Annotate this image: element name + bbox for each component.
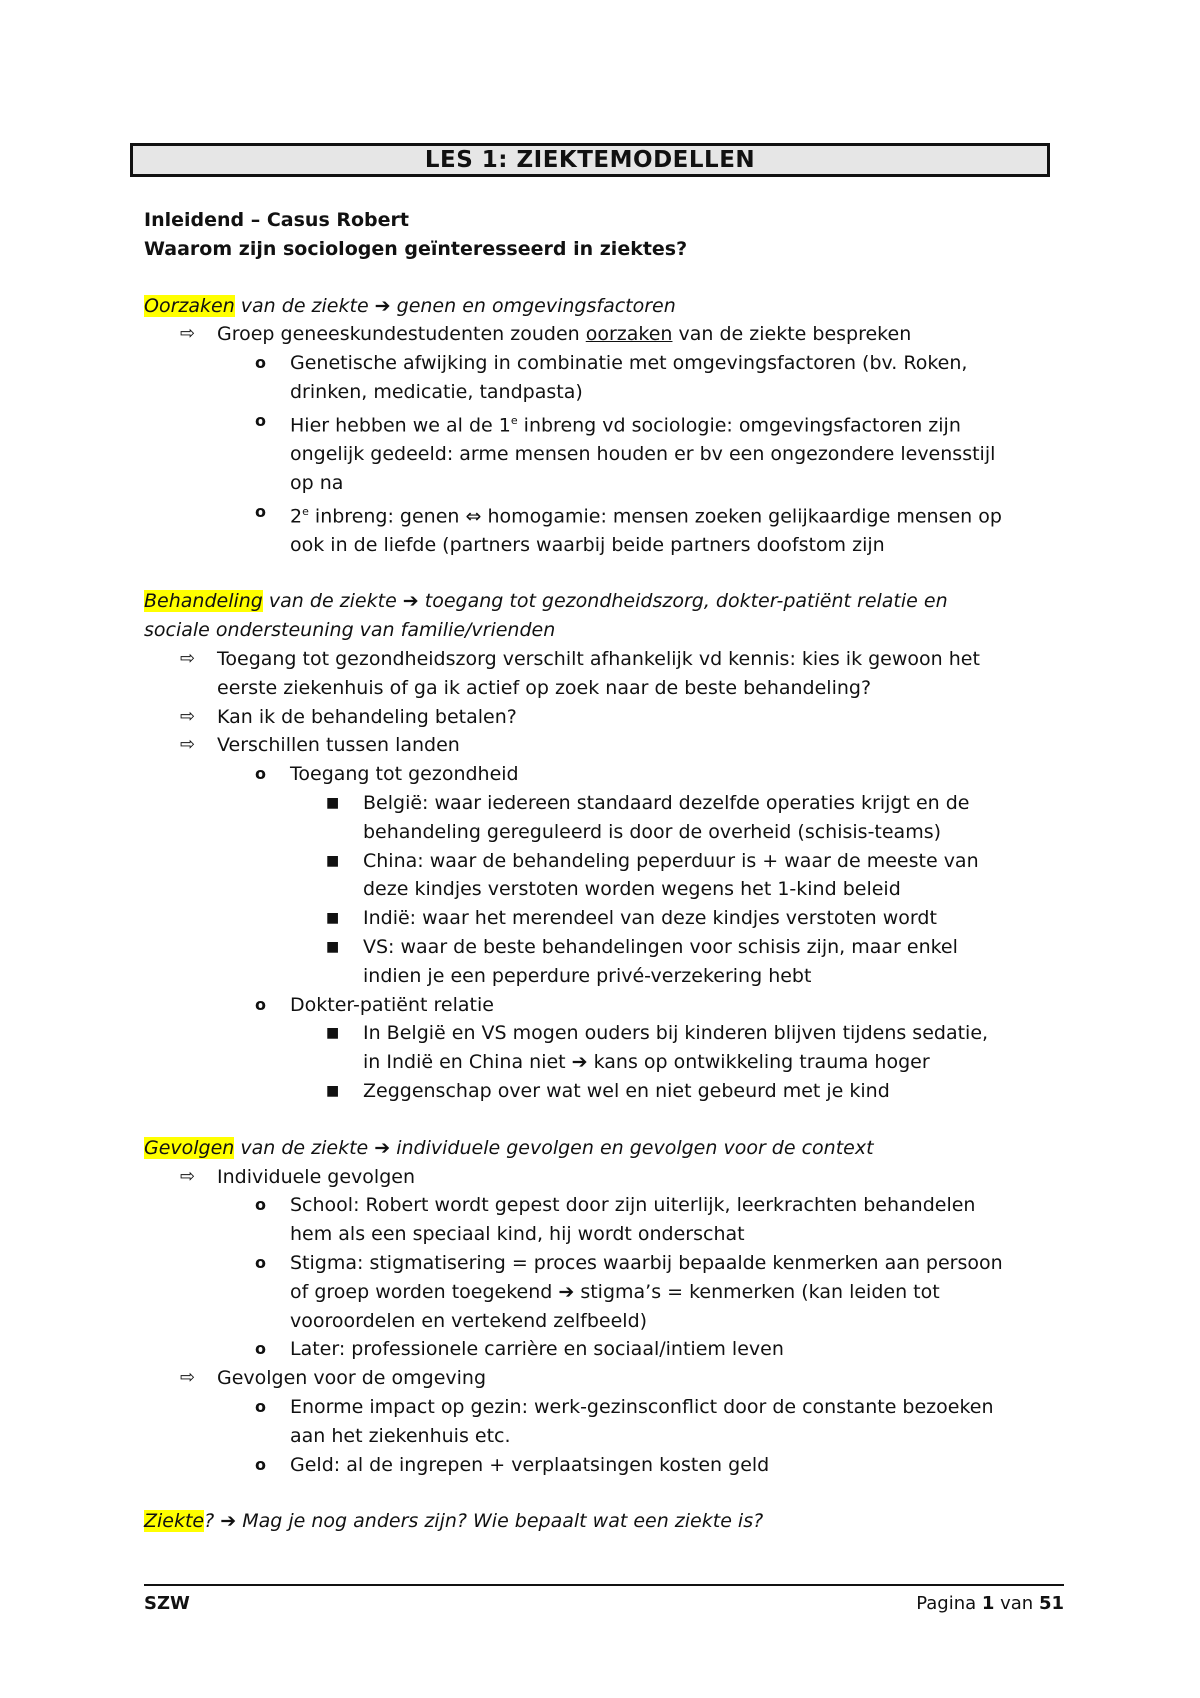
arrow-bullet-icon: ⇨ [180,1367,196,1389]
bullet-item-cont: eerste ziekenhuis of ga ik actief op zoek naar de beste behandeling? [217,676,872,699]
arrow-bullet-icon: ⇨ [180,648,196,670]
sub-item: o Dokter-patiënt relatie [144,991,1074,1020]
arrow-bullet-icon: ⇨ [180,323,196,345]
circle-bullet-icon: o [255,353,266,373]
title-box [130,143,1050,177]
square-bullet-icon: ■ [326,1082,340,1099]
square-bullet-icon: ■ [326,938,340,955]
subsub-item: ■ Zeggenschap over wat wel en niet gebeurd met je kind [144,1077,1074,1106]
sub-item-cont: hem als een speciaal kind, hij wordt onderschat [290,1223,745,1246]
section-heading-oorzaken: Oorzaken van de ziekte ➔ genen en omgevingsfactoren [144,294,676,317]
sub-item: o Later: professionele carrière en sociaal/intiem leven [144,1335,1074,1364]
subsub-item-cont: behandeling gereguleerd is door de overheid (schisis-teams) [363,820,942,843]
document-body [144,206,1074,1536]
arrow-bullet-icon: ⇨ [180,1165,196,1187]
highlight-keyword: Oorzaken [144,294,235,317]
section-heading-ziekte: Ziekte? ➔ Mag je nog anders zijn? Wie bepaalt wat een ziekte is? [144,1510,764,1533]
sub-item-cont: aan het ziekenhuis etc. [290,1424,511,1447]
subsub-item: ■ België: waar iedereen standaard dezelfde operaties krijgt en de [144,789,1074,818]
sub-item-cont: ongelijk gedeeld: arme mensen houden er bv een ongezondere levensstijl [290,442,996,465]
highlight-keyword: Gevolgen [144,1136,235,1159]
circle-bullet-icon: o [255,1339,266,1359]
square-bullet-icon: ■ [326,852,340,869]
sub-item-cont: ook in de liefde (partners waarbij beide partners doofstom zijn [290,533,885,556]
circle-bullet-icon: o [255,501,266,521]
section-heading-cont: sociale ondersteuning van familie/vrienden [144,619,556,642]
bullet-item: ⇨ Gevolgen voor de omgeving [144,1364,1074,1393]
sub-item-cont: vooroordelen en vertekend zelfbeeld) [290,1309,648,1332]
circle-bullet-icon: o [255,1454,266,1474]
bullet-item: ⇨ Groep geneeskundestudenten zouden oorzaken van de ziekte bespreken [144,320,1074,349]
subsub-item: ■ In België en VS mogen ouders bij kinderen blijven tijdens sedatie, [144,1019,1074,1048]
arrow-bullet-icon: ⇨ [180,734,196,756]
square-bullet-icon: ■ [326,795,340,811]
highlight-keyword: Behandeling [144,590,263,613]
double-arrow-icon: ⇔ [465,504,482,527]
circle-bullet-icon: o [255,1195,266,1215]
sub-item: o Genetische afwijking in combinatie met omgevingsfactoren (bv. Roken, [144,349,1074,378]
subsub-item: ■ Indië: waar het merendeel van deze kindjes verstoten wordt [144,904,1074,933]
sub-item: o Hier hebben we al de 1e inbreng vd sociologie: omgevingsfactoren zijn [144,407,1074,440]
sub-item: o 2e inbreng: genen ⇔ homogamie: mensen zoeken gelijkaardige mensen op [144,498,1074,531]
bullet-item: ⇨ Individuele gevolgen [144,1163,1074,1192]
sub-item-cont: drinken, medicatie, tandpasta) [290,380,583,403]
section-heading-behandeling: Behandeling van de ziekte ➔ toegang tot gezondheidszorg, dokter-patiënt relatie en [144,590,948,613]
subsub-item-cont: deze kindjes verstoten worden wegens het 1-kind beleid [363,878,901,901]
arrow-icon: ➔ [374,294,391,317]
sub-item: o Geld: al de ingrepen + verplaatsingen kosten geld [144,1451,1074,1480]
sub-item: o Enorme impact op gezin: werk-gezinsconflict door de constante bezoeken [144,1393,1074,1422]
bullet-item: ⇨ Verschillen tussen landen [144,731,1074,760]
square-bullet-icon: ■ [326,910,340,927]
sub-item-cont: op na [290,471,344,494]
page-title: LES 1: ZIEKTEMODELLEN [424,147,756,173]
subsub-item-cont: in Indië en China niet ➔ kans op ontwikkeling trauma hoger [363,1051,930,1074]
sub-item: o Stigma: stigmatisering = proces waarbij bepaalde kenmerken aan persoon [144,1249,1074,1278]
sub-item: o School: Robert wordt gepest door zijn uiterlijk, leerkrachten behandelen [144,1191,1074,1220]
circle-bullet-icon: o [255,764,266,784]
circle-bullet-icon: o [255,410,266,430]
subsub-item-cont: indien je een peperdure privé-verzekering hebt [363,964,812,987]
sub-item-cont: of groep worden toegekend ➔ stigma’s = kenmerken (kan leiden tot [290,1280,940,1303]
footer-divider [144,1584,1064,1586]
footer-page-number: Pagina 1 van 51 [916,1593,1064,1614]
circle-bullet-icon: o [255,1252,266,1272]
intro-question: Waarom zijn sociologen geïnteresseerd in ziektes? [144,237,688,260]
circle-bullet-icon: o [255,1396,266,1416]
circle-bullet-icon: o [255,994,266,1014]
section-heading-gevolgen: Gevolgen van de ziekte ➔ individuele gevolgen en gevolgen voor de context [144,1136,874,1159]
sub-item: o Toegang tot gezondheid [144,760,1074,789]
bullet-item: ⇨ Kan ik de behandeling betalen? [144,703,1074,732]
square-bullet-icon: ■ [326,1025,340,1042]
highlight-keyword: Ziekte [144,1510,205,1533]
bullet-item: ⇨ Toegang tot gezondheidszorg verschilt afhankelijk vd kennis: kies ik gewoon het [144,645,1074,674]
subsub-item: ■ China: waar de behandeling peperduur is + waar de meeste van [144,847,1074,876]
subsub-item: ■ VS: waar de beste behandelingen voor schisis zijn, maar enkel [144,933,1074,962]
arrow-bullet-icon: ⇨ [180,705,196,727]
intro-heading: Inleidend – Casus Robert [144,209,409,231]
footer-course-code: SZW [144,1593,190,1614]
